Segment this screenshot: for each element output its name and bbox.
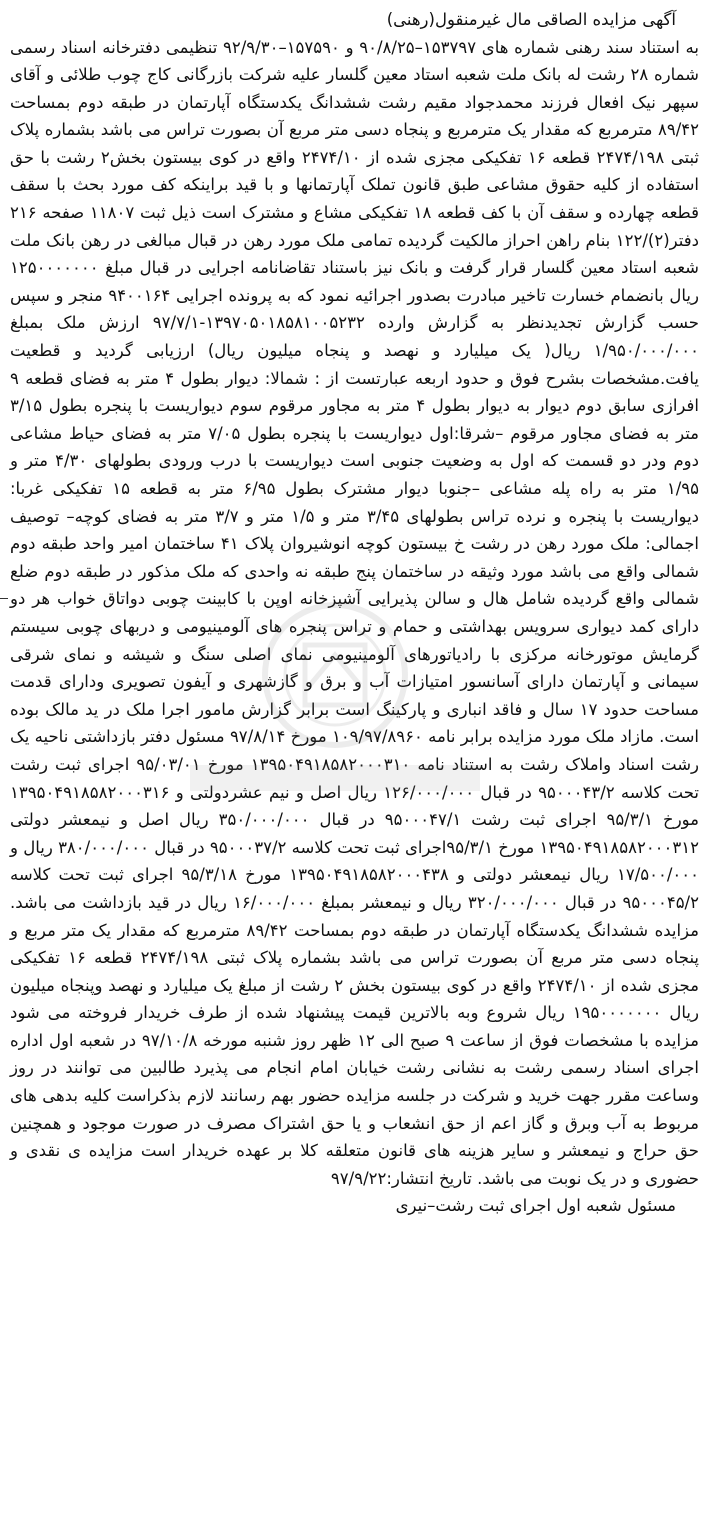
notice-title: آگهی مزایده الصاقی مال غیرمنقول(رهنی)	[386, 10, 676, 29]
notice-body: به استناد سند رهنی شماره های ۱۵۳۷۹۷–۹۰/۸/۲۵ و ۱۵۷۵۹۰–۹۲/۹/۳۰ تنظیمی دفترخانه اسناد رسمی شماره ۲۸ رشت له بانک ملت شعبه استاد معین گلسار علیه شرکت بازرگانی کاج چوب طلائی و آقای سپهر نیک افعال فرزند محمدجواد مقیم رشت ششدانگ یکدستگاه آپارتمان در طبقه دوم بمساحت ۸۹/۴۲ مترمربع که مقدار یک مترمربع و پنجاه دسی متر مربع آن بصورت تراس می باشد بشماره پلاک ثبتی ۲۴۷۴/۱۹۸ قطعه ۱۶ تفکیکی مجزی شده از ۲۴۷۴/۱۰ واقع در کوی بیستون بخش۲ رشت با حق استفاده از کلیه حقوق مشاعی طبق قانون تملک آپارتمانها و با قید براینکه کف مورد بحث با سقف قطعه چهارده و سقف آن با کف قطعه ۱۸ تفکیکی مشاع و مشترک است ذیل ثبت ۱۱۸۰۷ صفحه ۲۱۶ دفتر(۲)/۱۲۲ بنام راهن احراز مالکیت گردیده تمامی ملک مورد رهن در قبال مبالغی در رهن بانک ملت شعبه استاد معین گلسار قرار گرفت و بانک نیز باستناد تقاضانامه اجرایی در قبال مبلغ ۱۲۵۰۰۰۰۰۰۰ ریال بانضمام خسارت تاخیر مبادرت بصدور اجرائیه نمود که به پرونده اجرایی ۹۴۰۰۱۶۴ منجر و سپس حسب گزارش تجدیدنظر به گزارش وارده ۱۳۹۷۰۵۰۱۸۵۸۱۰۰۵۲۳۲-۹۷/۷/۱ ارزش ملک بمبلغ ۱/۹۵۰/۰۰۰/۰۰۰ ریال( یک میلیارد و نهصد و پنجاه میلیون ریال) ارزیابی گردید و قطعیت یافت.مشخصات بشرح فوق و حدود اربعه عبارتست از : شمالا: دیوار بطول ۴ متر به فضای قطعه ۹ افرازی سابق دوم دیوار به دیوار بطول ۴ متر به مجاور مرقوم سوم دیواریست با پنجره بطول ۳/۱۵ متر به فضای مجاور مرقوم –شرقا:اول دیواریست با پنجره بطول ۷/۰۵ متر به فضای حیاط مشاعی دوم ودر دو قسمت که اول به وضعیت جنوبی است دیواریست با درب ورودی بطولهای ۴/۳۰ متر و ۱/۹۵ متر به راه پله مشاعی –جنوبا دیوار مشترک بطول ۶/۹۵ متر به قطعه ۱۵ تفکیکی غربا: دیواریست با پنجره و نرده تراس بطولهای ۳/۴۵ متر و ۱/۵ متر و ۳/۷ متر به فضای کوچه– توصیف اجمالی: ملک مورد رهن در رشت خ بیستون کوچه انوشیروان پلاک ۴۱ ساختمان امیر واحد طبقه دوم شمالی واقع می باشد مورد وثیقه در ساختمان پنج طبقه نه واحدی که ملک مذکور در طبقه دوم ضلع شمالی واقع گردیده شامل هال و سالن پذیرایی آشپزخانه اوپن با کابینت چوبی دواتاق خواب هر دو دارای کمد دیواری سرویس بهداشتی و حمام و تراس پنجره های آلومینیومی و دربهای چوبی سیستم گرمایش موتورخانه مرکزی با رادیاتورهای آلومینیومی نمای اصلی سنگ و شیشه و نمای شرقی سیمانی و آپارتمان دارای آسانسور امتیازات آب و برق و گازشهری و آیفون تصویری ودارای قدمت مساحت حدود ۱۷ سال و فاقد انباری و پارکینگ است برابر گزارش مامور اجرا ملک در ید مالک بوده است. مازاد ملک مورد مزایده برابر نامه ۱۰۹/۹۷/۸۹۶۰ مورخ ۹۷/۸/۱۴ مسئول دفتر بازداشتی ناحیه یک رشت اسناد واملاک رشت به استناد نامه ۱۳۹۵۰۴۹۱۸۵۸۲۰۰۰۳۱۰ مورخ ۹۵/۰۳/۰۱ اجرای ثبت رشت تحت کلاسه ۹۵۰۰۰۴۳/۲ در قبال ۱۲۶/۰۰۰/۰۰۰ ریال اصل و نیم عشردولتی و ۱۳۹۵۰۴۹۱۸۵۸۲۰۰۰۳۱۶ مورخ ۹۵/۳/۱ اجرای ثبت رشت ۹۵۰۰۰۴۷/۱ در قبال ۳۵۰/۰۰۰/۰۰۰ ریال اصل و نیمعشر دولتی ۱۳۹۵۰۴۹۱۸۵۸۲۰۰۰۳۱۲ مورخ ۹۵/۳/۱اجرای ثبت تحت کلاسه ۹۵۰۰۰۳۷/۲ در قبال ۳۸۰/۰۰۰/۰۰۰ ریال و ۱۷/۵۰۰/۰۰۰ ریال نیمعشر دولتی و ۱۳۹۵۰۴۹۱۸۵۸۲۰۰۰۴۳۸ مورخ ۹۵/۳/۱۸ اجرای ثبت تحت کلاسه ۹۵۰۰۰۴۵/۲ در قبال ۳۲۰/۰۰۰/۰۰۰ ریال و نیمعشر بمبلغ ۱۶/۰۰۰/۰۰۰ ریال در قید بازداشت می باشد. مزایده ششدانگ یکدستگاه آپارتمان در طبقه دوم بمساحت ۸۹/۴۲ مترمربع که مقدار یک متر مربع و پنجاه دسی متر مربع آن بصورت تراس می باشد بشماره پلاک ثبتی ۲۴۷۴/۱۹۸ قطعه ۱۶ تفکیکی مجزی شده از ۲۴۷۴/۱۰ واقع در کوی بیستون بخش ۲ رشت از مبلغ یک میلیارد و نهصد وپنجاه میلیون ریال ۱۹۵۰۰۰۰۰۰۰ ریال شروع وبه بالاترین قیمت پیشنهاد شده از طرف خریدار فروخته می شود مزایده با مشخصات فوق از ساعت ۹ صبح الی ۱۲ ظهر روز شنبه مورخه ۹۷/۱۰/۸ در شعبه اول اداره اجرای اسناد رسمی رشت به نشانی رشت خیابان امام انجام می پذیرد طالبین می توانند در روز وساعت مقرر جهت خرید و شرکت در جلسه مزایده حضور بهم رسانند لازم بذکراست کلیه بدهی های مربوط به آب وبرق و گاز اعم از حق انشعاب و یا حق اشتراک مصرف در صورت موجود و همچنین حق حراج و نیمعشر و سایر هزینه های قانون متعلقه کلا بر عهده خریدار است مزایده ی نقدی و حضوری و در یک نوبت می باشد. تاریخ انتشار:۹۷/۹/۲۲	[10, 37, 700, 1188]
notice-signature: مسئول شعبه اول اجرای ثبت رشت–نیری	[395, 1196, 676, 1216]
margin-tick	[0, 598, 8, 599]
